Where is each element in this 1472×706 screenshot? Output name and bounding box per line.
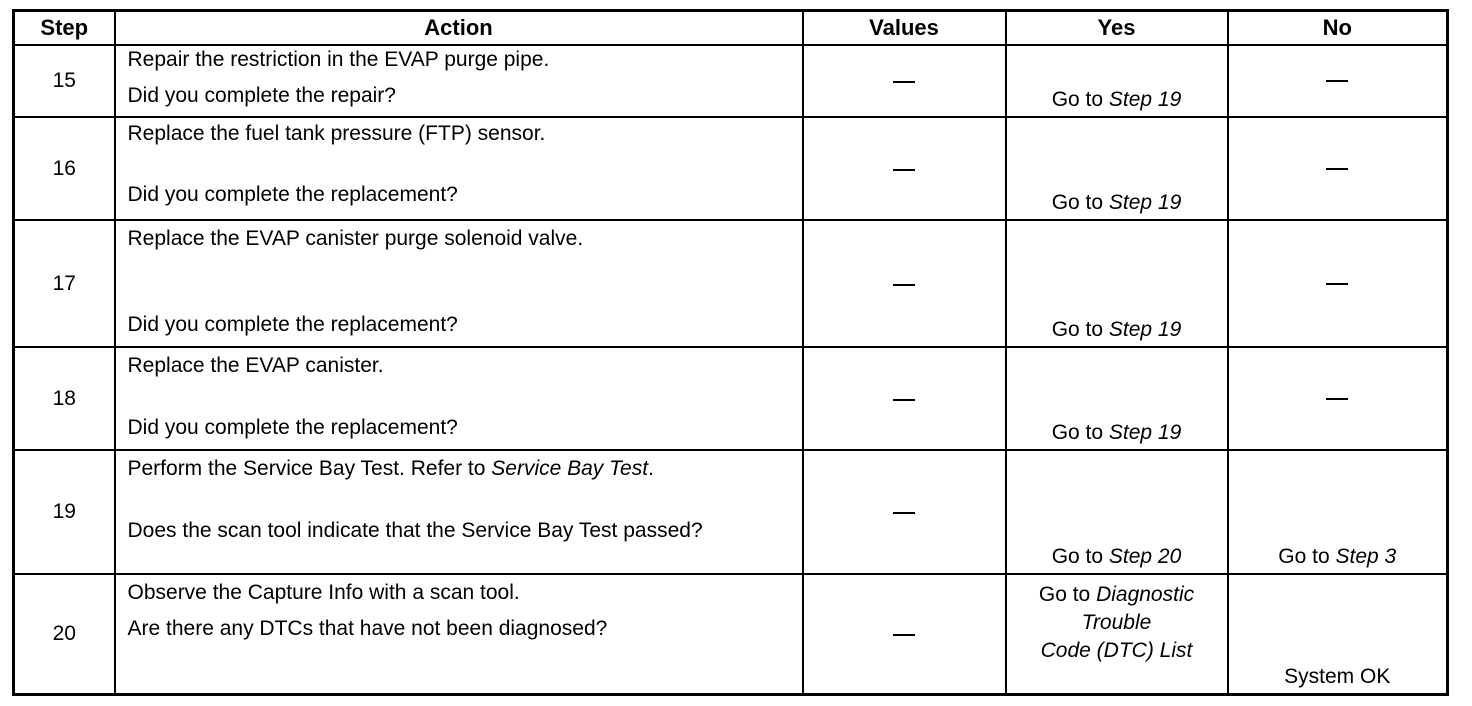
no-cell [1228, 450, 1448, 574]
action-cell [115, 117, 803, 220]
step-number: 17 [14, 220, 115, 347]
yes-ref-line3: Code (DTC) List [1040, 639, 1193, 662]
no-value [1229, 272, 1447, 296]
yes-step-ref: Step 19 [1108, 421, 1182, 444]
table-row [14, 347, 1448, 450]
step-number: 19 [14, 450, 115, 574]
action-cell [115, 45, 803, 117]
yes-step-ref: Step 19 [1108, 88, 1182, 111]
diagnostic-step-table [12, 9, 1449, 696]
values-dash [893, 284, 915, 286]
yes-prefix: Go to [1051, 318, 1109, 341]
action-question: Does the scan tool indicate that the Service Bay Test passed? [127, 519, 703, 542]
no-cell [1228, 347, 1448, 450]
no-step-ref: Step 3 [1335, 545, 1397, 568]
yes-link[interactable] [1007, 581, 1227, 665]
header-no: No [1228, 11, 1448, 46]
yes-link[interactable] [1007, 318, 1227, 342]
header-step: Step [14, 11, 115, 46]
header-row [14, 11, 1448, 46]
no-cell [1228, 45, 1448, 117]
header-action: Action [115, 11, 803, 46]
action-cell [115, 220, 803, 347]
yes-link[interactable] [1007, 545, 1227, 569]
service-bay-test-ref[interactable]: Service Bay Test [491, 457, 649, 480]
yes-cell [1006, 347, 1228, 450]
no-value [1229, 157, 1447, 181]
action-instruction: Observe the Capture Info with a scan tool. [127, 581, 520, 604]
header-yes: Yes [1006, 11, 1228, 46]
yes-step-ref: Step 19 [1108, 318, 1182, 341]
yes-cell [1006, 117, 1228, 220]
no-dash [1326, 80, 1348, 82]
table-row [14, 574, 1448, 694]
action-instruction: Repair the restriction in the EVAP purge pipe. [127, 48, 550, 71]
no-value: System OK [1284, 664, 1391, 688]
no-dash [1326, 398, 1348, 400]
yes-prefix: Go to [1038, 583, 1097, 606]
table-row [14, 117, 1448, 220]
yes-ref-line1: Diagnostic [1096, 583, 1195, 606]
no-cell [1228, 117, 1448, 220]
action-text: Perform the Service Bay Test. Refer to [127, 457, 492, 480]
action-cell [115, 450, 803, 574]
yes-step-ref: Step 20 [1108, 545, 1182, 568]
yes-cell [1006, 45, 1228, 117]
table-row [14, 450, 1448, 574]
action-question: Did you complete the repair? [127, 84, 396, 107]
action-text-suffix: . [648, 457, 654, 480]
action-question: Did you complete the replacement? [127, 313, 458, 336]
no-cell [1228, 574, 1448, 694]
values-dash [893, 634, 915, 636]
no-link[interactable] [1229, 545, 1447, 569]
no-value [1229, 69, 1447, 93]
yes-prefix: Go to [1051, 421, 1109, 444]
step-number: 18 [14, 347, 115, 450]
action-question: Did you complete the replacement? [127, 183, 458, 206]
yes-link[interactable] [1007, 191, 1227, 215]
values-cell [803, 450, 1006, 574]
action-question: Are there any DTCs that have not been diagnosed? [127, 617, 608, 640]
no-dash [1326, 168, 1348, 170]
values-cell [803, 347, 1006, 450]
table-row [14, 45, 1448, 117]
values-dash [893, 81, 915, 83]
yes-link[interactable] [1007, 421, 1227, 445]
action-instruction: Replace the fuel tank pressure (FTP) sensor. [127, 122, 546, 145]
no-dash [1326, 283, 1348, 285]
yes-link[interactable] [1007, 88, 1227, 112]
action-question: Did you complete the replacement? [127, 416, 458, 439]
action-cell [115, 347, 803, 450]
yes-prefix: Go to [1051, 88, 1109, 111]
values-cell [803, 220, 1006, 347]
no-value [1229, 387, 1447, 411]
action-instruction: Replace the EVAP canister. [127, 354, 384, 377]
table-row [14, 220, 1448, 347]
values-cell [803, 45, 1006, 117]
values-dash [893, 399, 915, 401]
no-cell [1228, 220, 1448, 347]
yes-cell [1006, 220, 1228, 347]
values-cell [803, 117, 1006, 220]
yes-cell [1006, 450, 1228, 574]
values-dash [893, 169, 915, 171]
step-number: 16 [14, 117, 115, 220]
yes-step-ref: Step 19 [1108, 191, 1182, 214]
yes-prefix: Go to [1051, 191, 1109, 214]
values-cell [803, 574, 1006, 694]
action-cell [115, 574, 803, 694]
no-prefix: Go to [1278, 545, 1336, 568]
yes-cell [1006, 574, 1228, 694]
action-instruction [128, 457, 792, 481]
yes-prefix: Go to [1051, 545, 1109, 568]
header-values: Values [803, 11, 1006, 46]
values-dash [893, 512, 915, 514]
step-number: 20 [14, 574, 115, 694]
action-instruction: Replace the EVAP canister purge solenoid valve. [127, 227, 584, 250]
step-number: 15 [14, 45, 115, 117]
yes-ref-line2: Trouble [1081, 611, 1152, 634]
